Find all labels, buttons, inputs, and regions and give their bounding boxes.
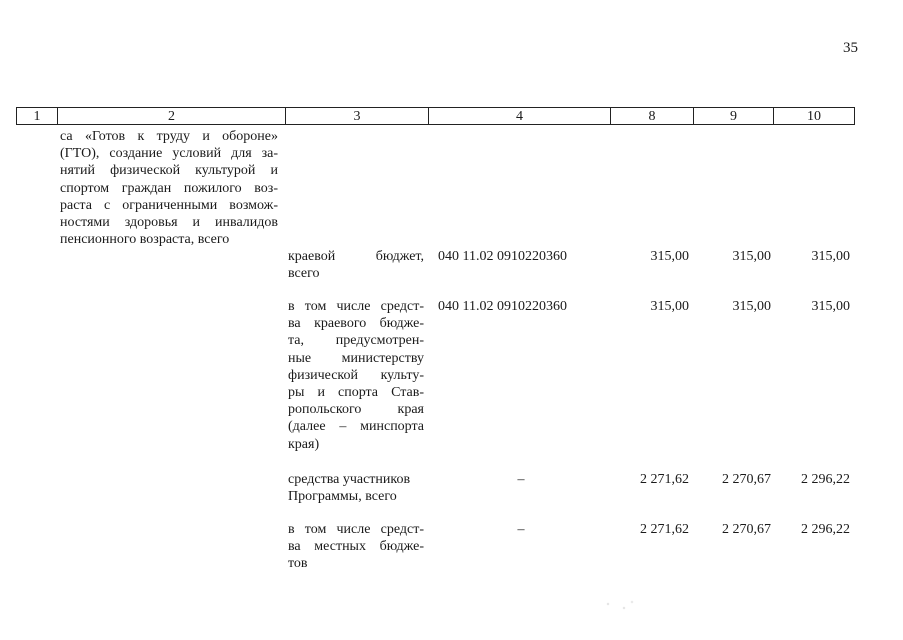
header-col-4: 4 <box>429 108 611 124</box>
source-cell <box>288 248 424 282</box>
header-col-3: 3 <box>286 108 429 124</box>
description-line: пенсионного возраста, всего <box>60 232 230 248</box>
source-line: краевой бюджет, <box>288 249 424 264</box>
source-line: края) <box>288 436 320 452</box>
description-line: спортом граждан пожилого воз- <box>60 180 278 196</box>
value-col-9: 2 270,67 <box>722 472 771 487</box>
source-line: в том числе средст- <box>288 299 424 314</box>
source-line: ропольского края <box>288 402 424 418</box>
value-col-9: 315,00 <box>732 249 771 264</box>
value-col-9: 2 270,67 <box>722 522 771 537</box>
code-cell: 040 11.02 0910220360 <box>438 299 567 314</box>
description-line: са «Готов к труду и обороне» <box>60 129 278 144</box>
source-cell <box>288 521 424 573</box>
source-line: тов <box>288 556 308 572</box>
source-line: ва краевого бюдже- <box>288 316 424 332</box>
header-col-8: 8 <box>611 108 694 124</box>
source-line: всего <box>288 266 320 282</box>
source-cell <box>288 471 424 505</box>
code-cell: – <box>517 522 525 537</box>
scan-speck <box>600 596 640 616</box>
value-col-8: 2 271,62 <box>640 522 689 537</box>
value-col-8: 2 271,62 <box>640 472 689 487</box>
description-line: (ГТО), создание условий для за- <box>60 146 278 162</box>
value-col-10: 315,00 <box>811 299 850 314</box>
source-line: физической культу- <box>288 367 424 383</box>
source-line: ры и спорта Став- <box>288 385 424 401</box>
header-col-2: 2 <box>58 108 286 124</box>
table-header-row <box>16 107 855 125</box>
value-col-9: 315,00 <box>732 299 771 314</box>
source-line: средства участников <box>288 472 411 487</box>
value-col-8: 315,00 <box>650 299 689 314</box>
source-line: ные министерству <box>288 350 424 366</box>
value-col-10: 2 296,22 <box>801 472 850 487</box>
source-line: (далее – минспорта <box>288 419 424 435</box>
value-col-10: 2 296,22 <box>801 522 850 537</box>
description-line: нятий физической культурой и <box>60 163 278 179</box>
value-col-8: 315,00 <box>650 249 689 264</box>
page-number: 35 <box>843 40 858 56</box>
header-col-9: 9 <box>694 108 774 124</box>
source-line: Программы, всего <box>288 489 397 505</box>
source-cell <box>288 298 424 453</box>
header-col-1: 1 <box>17 108 58 124</box>
description-cell <box>60 128 278 248</box>
code-cell: – <box>517 472 525 487</box>
header-col-10: 10 <box>807 109 821 124</box>
value-col-10: 315,00 <box>811 249 850 264</box>
source-line: ва местных бюдже- <box>288 539 424 555</box>
description-line: ностями здоровья и инвалидов <box>60 215 278 231</box>
description-line: раста с ограниченными возмож- <box>60 197 278 213</box>
source-line: та, предусмотрен- <box>288 333 424 349</box>
source-line: в том числе средст- <box>288 522 424 537</box>
code-cell: 040 11.02 0910220360 <box>438 249 567 264</box>
